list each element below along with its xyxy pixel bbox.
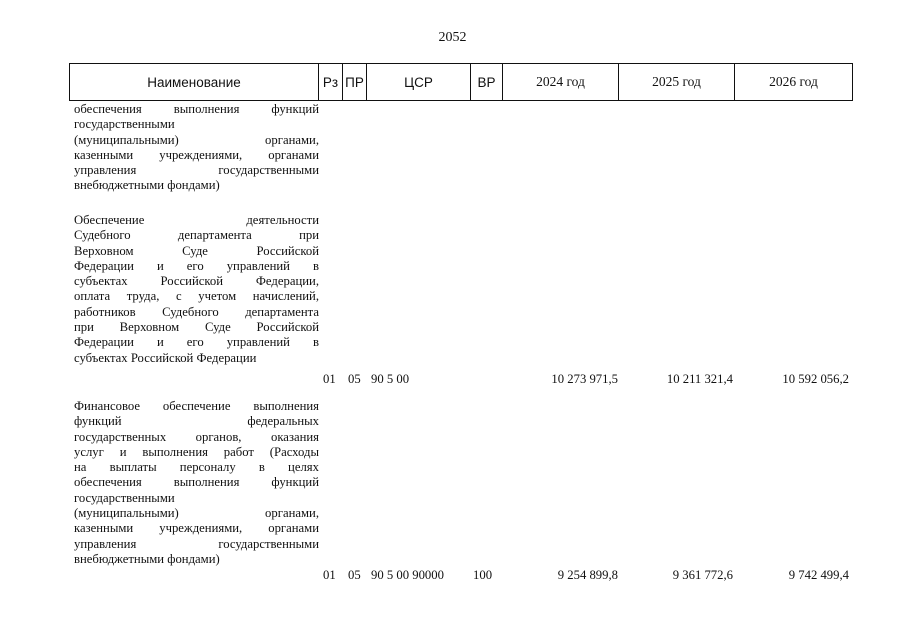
table-row (69, 387, 852, 583)
cell-2026: 10 592 056,2 (782, 371, 849, 386)
row-name-line: (муниципальными) органами, (74, 132, 319, 147)
row-name-line: казенными учреждениями, органами (74, 521, 319, 536)
row-name-line: Судебного департамента при (74, 228, 319, 243)
row-name (74, 387, 319, 567)
row-name-line: Федерации и его управлений в (74, 335, 319, 350)
cell-rz: 01 (323, 371, 336, 386)
row-name-line: государственными (74, 117, 175, 132)
cell-2024: 9 254 899,8 (557, 567, 618, 582)
row-name-line: (муниципальными) органами, (74, 506, 319, 521)
cell-vr: 100 (473, 567, 493, 582)
cell-csr: 90 5 00 (371, 371, 410, 386)
row-name-line: Финансовое обеспечение выполнения (74, 399, 319, 413)
row-name (74, 102, 319, 194)
row-name-line: внебюджетными фондами) (74, 178, 220, 193)
table-header (69, 63, 853, 101)
row-name (74, 204, 319, 366)
cell-pr: 05 (348, 371, 361, 386)
row-name-line: казенными учреждениями, органами (74, 147, 319, 162)
column-header-2024: 2024 год (503, 64, 619, 101)
cell-2024: 10 273 971,5 (551, 371, 618, 386)
page-number: 2052 (438, 30, 467, 45)
row-name-line: обеспечения выполнения функций (74, 475, 319, 490)
row-name-line: Федерации и его управлений в (74, 258, 319, 273)
row-name-line: на выплаты персоналу в целях (74, 460, 319, 475)
column-header-vr: ВР (471, 64, 503, 101)
column-header-csr: ЦСР (367, 64, 471, 101)
cell-2025: 10 211 321,4 (666, 371, 733, 386)
row-name-line: государственными (74, 490, 175, 505)
row-name-line: государственных органов, оказания (74, 429, 319, 444)
cell-csr: 90 5 00 90000 (371, 567, 444, 582)
column-header-2025: 2025 год (619, 64, 735, 101)
row-name-line: Верховном Суде Российской (74, 243, 319, 258)
cell-pr: 05 (348, 567, 361, 582)
table-body (69, 102, 852, 583)
row-name-line: внебюджетными фондами) (74, 551, 220, 566)
row-name-line: работников Судебного департамента (74, 304, 319, 319)
row-name-line: услуг и выполнения работ (Расходы (74, 444, 319, 459)
cell-2025: 9 361 772,6 (672, 567, 733, 582)
table-row (69, 204, 852, 387)
row-name-line: функций федеральных (74, 414, 319, 429)
column-header-pr: ПР (343, 64, 367, 101)
row-name-line: управления государственными (74, 536, 319, 551)
cell-rz: 01 (323, 567, 336, 582)
row-name-line: управления государственными (74, 163, 319, 178)
row-name-line: при Верховном Суде Российской (74, 320, 319, 335)
column-header-rz: Рз (319, 64, 343, 101)
column-header-2026: 2026 год (735, 64, 853, 101)
table-row (69, 102, 852, 204)
row-name-line: Обеспечение деятельности (74, 213, 319, 227)
cell-2026: 9 742 499,4 (788, 567, 849, 582)
row-name-line: обеспечения выполнения функций (74, 102, 319, 116)
row-name-line: субъектах Российской Федерации (74, 350, 257, 365)
row-name-line: оплата труда, с учетом начислений, (74, 289, 319, 304)
row-name-line: субъектах Российской Федерации, (74, 274, 319, 289)
column-header-name: Наименование (70, 64, 319, 101)
